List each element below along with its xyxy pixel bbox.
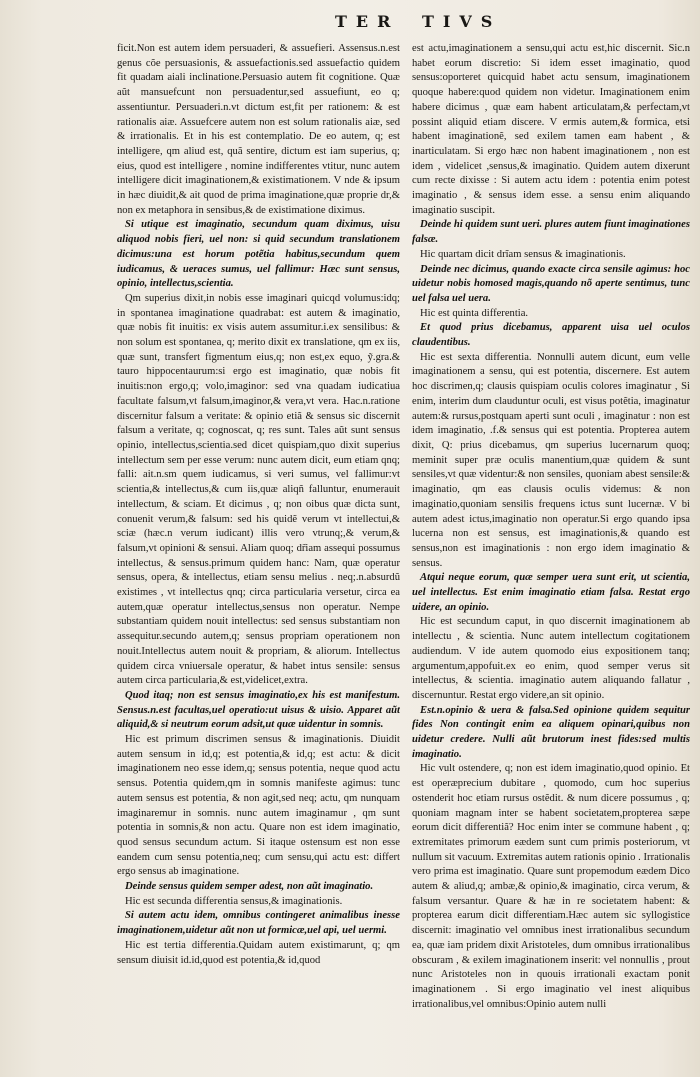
lemma-paragraph: Si autem actu idem, omnibus contingeret animalibus inesse imaginationem,uidetur aũt non ut formicæ,uel api, uel uermi. bbox=[117, 910, 400, 937]
commentary-paragraph: Hic quartam dicit drĩam sensus & imaginationis. bbox=[420, 248, 626, 260]
commentary-paragraph: est actu,imaginationem a sensu,qui actu est,hic discernit. Sic.n habet eorum discretio: Si idem esset imaginatio, quod sensus:oporteret quicquid habet actu sensum, imaginationem quoque habere:quod quidem non videtur. Imaginationem enim habere dicimus , quæ eam habent articulatam,& perfectam,vt possint aliquid etiam discere. V ermis autem,& formica, etsi habent imaginationẽ, sed exilem tamen eam habent , & inarticulatam. Si ergo hæc non habent imaginationem , non est idem , videlicet ,sensus,& imaginatio. Quidem autem dixerunt cum recte dixisse : Si autem actu idem : potentia enim potest imaginatio , & sensus idem esse. a sensu enim aliquando imaginatio suscipit. bbox=[412, 43, 690, 216]
commentary-paragraph: Hic est quinta differentia. bbox=[420, 307, 529, 319]
commentary-paragraph: Hic est tertia differentia.Quidam autem existimarunt, q; qm sensum diuisit id.id,quod est potentia,& id,quod bbox=[117, 939, 400, 966]
lemma-paragraph: Quod itaq; non est sensus imaginatio,ex his est manifestum. Sensus.n.est facultas,uel operatio:ut uisus & uisio. Apparet aũt aliquid,& si neutrum eorum adsit,ut quæ uidentur in somnis. bbox=[117, 689, 400, 731]
running-header-right: TIVS bbox=[422, 12, 502, 31]
lemma-paragraph: Deinde sensus quidem semper adest, non aũt imaginatio. bbox=[125, 881, 374, 893]
lemma-paragraph: Est.n.opinio & uera & falsa.Sed opinione quidem sequitur fides Non contingit enim ea aliquem opinari,quibus non uidetur credere. Nulli aũt brutorum inest fides:sed multis imaginatio. bbox=[412, 704, 690, 760]
right-text-column bbox=[412, 42, 690, 1067]
lemma-paragraph: Deinde hi quidem sunt ueri. plures autem fiunt imaginationes falsæ. bbox=[412, 219, 690, 246]
commentary-paragraph: Hic est secunda differentia sensus,& imaginationis. bbox=[125, 895, 343, 907]
left-text-column bbox=[117, 42, 400, 1067]
commentary-paragraph: Qm superius dixit,in nobis esse imaginari quicqd volumus:idq; in spontanea imaginatione quadrabat: est autem & imaginatio, quæ nobis fit inuitis: ex visis autem assumitur.i.ex sensilibus: & non solum est spontanea, q; merito dixit ex translatione, qm ex iis, quæ sunt, transfert figmentum eius,q; non est,ex equo, ỹ.gra.& tauro hippocentaurum:si ergo est imaginatio, quæ nobis fit inuitis:non ergo,q; volo,imaginor: sed vna quadam iudicatiua facultate falsum,vt falsum,imaginor,& vera,vt vera. Hac.n.ratione discernitur falsum a veritate: & opinio etiã & sensus sic discernit falsum a veritate, q; cognoscat, q; res sunt. Tales aũt sunt sensus opinio, intellectus,scientia.sed dicet quispiam,quo dixit superius intellectum sem per esse verum: nunc autem dicit, eum etiam qnq; falli: ait.n.sm quem iudicamus, si veri sumus, vel fallimur:vt scientia,& intellectus,& cum iis,quæ aliqñ falluntur, enumerauit intellectum, & sciam. Et dicimus , q; non oibus quæ dicta sunt, conuenit verum,& falsum: sed his quidẽ verum vt intellectui,& sciæ (hæc.n verum iudicant) illis vero vtrunq;,& verum,& falsum,vt opinioni & sensui. Aliam quoq; dr̃iam assequi possumus intellectus, & sensus.primum quidem hanc: Nam, quæ operatur sensus, opera, & intellectus, etiam sensu melius . neq;.n.absurdũ existimes , vt intellectus qnq; circa particularia versetur, circa ea autem,quæ operatur intellectus,sensus non operatur. Nempe substantiam quidem nouit intellectus: sed sensus substantiam non assequitur.secundo autem,q; sensus propriam operationem non nouit.Intellectus autem nouit & propriam, & aliorum. Intellectus quidem circa vniuersale operatur, & habet intus sensile: sensus autem circa particularia,& est,videlicet,extra. bbox=[117, 292, 400, 687]
commentary-paragraph: Hic est primum discrimen sensus & imaginationis. Diuidit autem sensum in id,q; est potentia,& id,q; est actu: & dicit imaginationem neo esse idem,q; sensus potentia, neque quod actu sensus. Potentia quidem,qm in somnis manifeste agimus: tunc autem sensus est potentia, & non agit,sed neq; actu, qm nunquam imaginaremur in somnis. nunc autem imaginamur , qm sunt potentia in somnis,& non actu. Quare non est idem imaginatio, quod sensus secundum actum. Si itaque ostensum est non esse eandem cum sensu potentia,neq; cum sensu,qui actu est: differt ergo sensus ab imaginatione. bbox=[117, 734, 400, 878]
commentary-paragraph: Hic est secundum caput, in quo discernit imaginationem ab intellectu , & scientia. Nunc autem intellectum cogitationem audiendum. V ide autem quomodo eius expositionem tanq; argumentum,appofuit.ex eo enim, quod semper verus sit intellectus, & scientia. imaginatio autem aliquando fallatur , discernuntur. Restat ergo videre,an sit opinio. bbox=[412, 616, 690, 701]
lemma-paragraph: Deinde nec dicimus, quando exacte circa sensile agimus: hoc uidetur nobis homosed magis,quando nõ aperte sentimus, tunc uel falsa uel uera. bbox=[412, 263, 690, 304]
running-header bbox=[0, 12, 700, 32]
commentary-paragraph: Hic vult ostendere, q; non est idem imaginatio,quod opinio. Et est operæprecium dubitare , quomodo, cum hoc superius ostenderit hoc etiam rursus ostẽdit. & num dicere possumus , q; quoniam magnam inter se habent societatem,propterea sæpe eorum dicit differentiã? Hoc enim inter se commune habent , q; extremitates primorum eædem sunt cum primis posteriorum, vt nullum sit vacuum. Extremitas autem rationis opinio . Irrationalis vero prima est imaginatio. Quare sunt propemodum eædem Dico autem & aliud,q; ambæ,& opinio,& imaginatio, circa verum, & falsum versantur. Quare & hæ in re societatem habent: & propterea earum dicit differentiam.Hæc autem sic syllogistice discernit: imaginatio vel omnibus inest irrationalibus secundum ea, quæ iam pridem dixit Aristoteles, dum omnibus irrationalibus obscuram , & exilem imaginationem inserit: vel nonnullis , prout nunc Aristoteles non in quouis irrationali exactam ponit imaginationem . Si ergo imaginatio vel inest aliquibus irrationalibus,vel omnibus:Opinio autem nulli bbox=[412, 763, 690, 1010]
commentary-paragraph: Hic est sexta differentia. Nonnulli autem dicunt, eum velle imaginationem a sensu, qui est potentia, discernere. Est autem hoc discrimen,q; clausis quispiam oculis colores imaginatur , Si enim, interim dum clauduntur oculi, est visus potẽtia, imaginatur autem:& rursus,postquam aperti sunt oculi , imaginatur : non est idem imaginatio, .f.& sensus qui est potentia. Propterea autem dixit, Q: prius dicebamus, qm superius lucernarum quoq; meminit super præ oculis manentium,quæ quidem & sunt sensiles,vt quæ videntur:& non sensiles, quoniam abest sensile:& imaginatio, qm eas clausis oculis videmus: & non imaginatio,quoniam sensilis frequens ictus sunt lucernæ. V bi autem adest ictus,imaginatio non operatur.Si ergo quando ipsa lucerna non est sensus, est imaginationis,& quando est sensus,non est imaginationis : non ergo idem imaginatio & sensus. bbox=[412, 351, 690, 569]
lemma-paragraph: Atqui neque eorum, quæ semper uera sunt erit, ut scientia, uel intellectus. Est enim imaginatio etiam falsa. Restat ergo uidere, an opinio. bbox=[412, 572, 690, 613]
lemma-paragraph: Si utique est imaginatio, secundum quam diximus, uisu aliquod nobis fieri, uel non: si quid secundum translationem dicimus:una est horum potẽtia habitus,secundum quem iudicamus, & ueraces sumus, uel fallimur: Hæc sunt sensus, opinio, intellectus,scientia. bbox=[117, 219, 400, 290]
running-header-left: TER bbox=[335, 12, 400, 31]
commentary-paragraph: ficit.Non est autem idem persuaderi, & assuefieri. Assensus.n.est genus cõe persuasionis, & assuefactionis.sed assuefactio quidem fit quadam aiali inclinatione.Persuasio autem fit cognitione. Quæ aũt mansuefcunt non persuadentur,sed assuefiunt, eo q; assentiuntur. Persuaderi.n.vt dictum est,fit per rationem: & est rationalis aiæ. Assuefcere autem non est solum rationalis aiæ, sed & irrationalis. Et in his est contemplatio. De eo autem, q; est intelligere, qm aliud est, quã sentire, dictum est iam superius, q; eius, quod est intelligere , nomine indifferentes vtitur, nunc autem intelligere dicit imaginationem,& existimationem. V nde & ipsum in hæc diuidit,& ait quod de prima imaginatione,quæ proprie dr,& non ex metaphora in sensibus,& de existimatione diximus. bbox=[117, 43, 400, 216]
lemma-paragraph: Et quod prius dicebamus, apparent uisa uel oculos claudentibus. bbox=[412, 322, 690, 349]
